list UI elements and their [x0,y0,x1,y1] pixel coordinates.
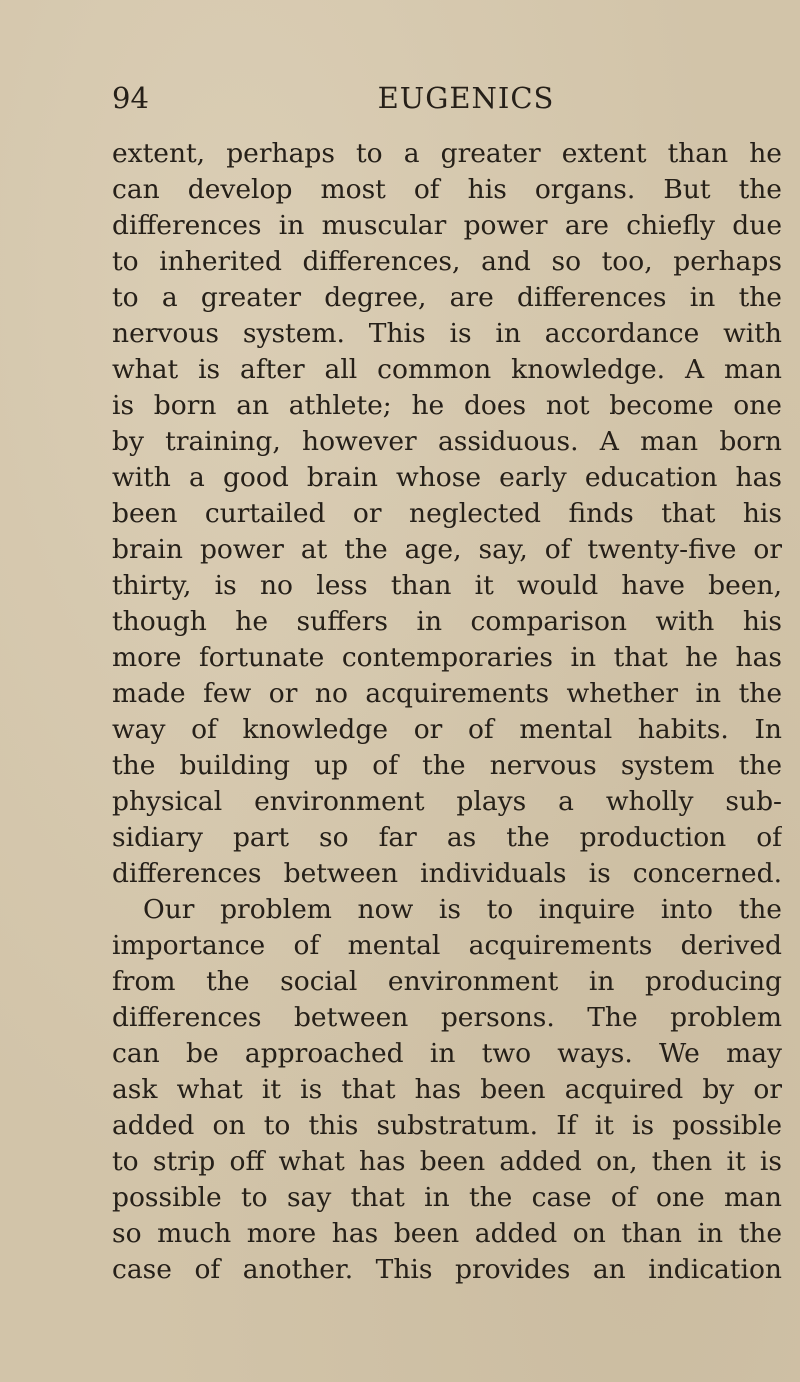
running-title: EUGENICS [377,81,555,115]
text-line: can be approached in two ways. We may [112,1038,782,1069]
text-line: possible to say that in the case of one man [112,1182,782,1213]
text-line: brain power at the age, say, of twenty-five or [112,534,782,565]
text-line: thirty, is no less than it would have been, [112,570,782,601]
text-line: so much more has been added on than in the [112,1218,782,1249]
text-line: been curtailed or neglected finds that his [112,498,782,529]
text-line: the building up of the nervous system the [112,750,782,781]
text-line: importance of mental acquirements derived [112,930,782,961]
text-line: sidiary part so far as the production of [112,822,782,853]
text-line: way of knowledge or of mental habits. In [112,714,782,745]
text-line: more fortunate contemporaries in that he has [112,642,782,673]
text-line: case of another. This provides an indication [112,1254,782,1285]
text-line: is born an athlete; he does not become one [112,390,782,421]
body-text [112,136,782,1288]
text-line: from the social environment in producing [112,966,782,997]
text-line: to inherited differences, and so too, perhaps [112,246,782,277]
text-line: what is after all common knowledge. A man [112,354,782,385]
text-line: to strip off what has been added on, then it is [112,1146,782,1177]
text-line: differences between individuals is concerned. [112,858,782,889]
text-line: differences between persons. The problem [112,1002,782,1033]
text-line: physical environment plays a wholly sub- [112,786,782,817]
text-line: Our problem now is to inquire into the [143,894,782,925]
text-line: ask what it is that has been acquired by or [112,1074,782,1105]
text-line: extent, perhaps to a greater extent than he [112,138,782,169]
text-line: by training, however assiduous. A man born [112,426,782,457]
text-line: nervous system. This is in accordance with [112,318,782,349]
text-line: to a greater degree, are differences in the [112,282,782,313]
text-line: with a good brain whose early education has [112,462,782,493]
text-line: differences in muscular power are chiefly due [112,210,782,241]
text-line: can develop most of his organs. But the [112,174,782,205]
page-number: 94 [112,81,149,115]
text-line: though he suffers in comparison with his [112,606,782,637]
running-head [108,78,784,118]
text-line: made few or no acquirements whether in the [112,678,782,709]
text-line: added on to this substratum. If it is possible [112,1110,782,1141]
